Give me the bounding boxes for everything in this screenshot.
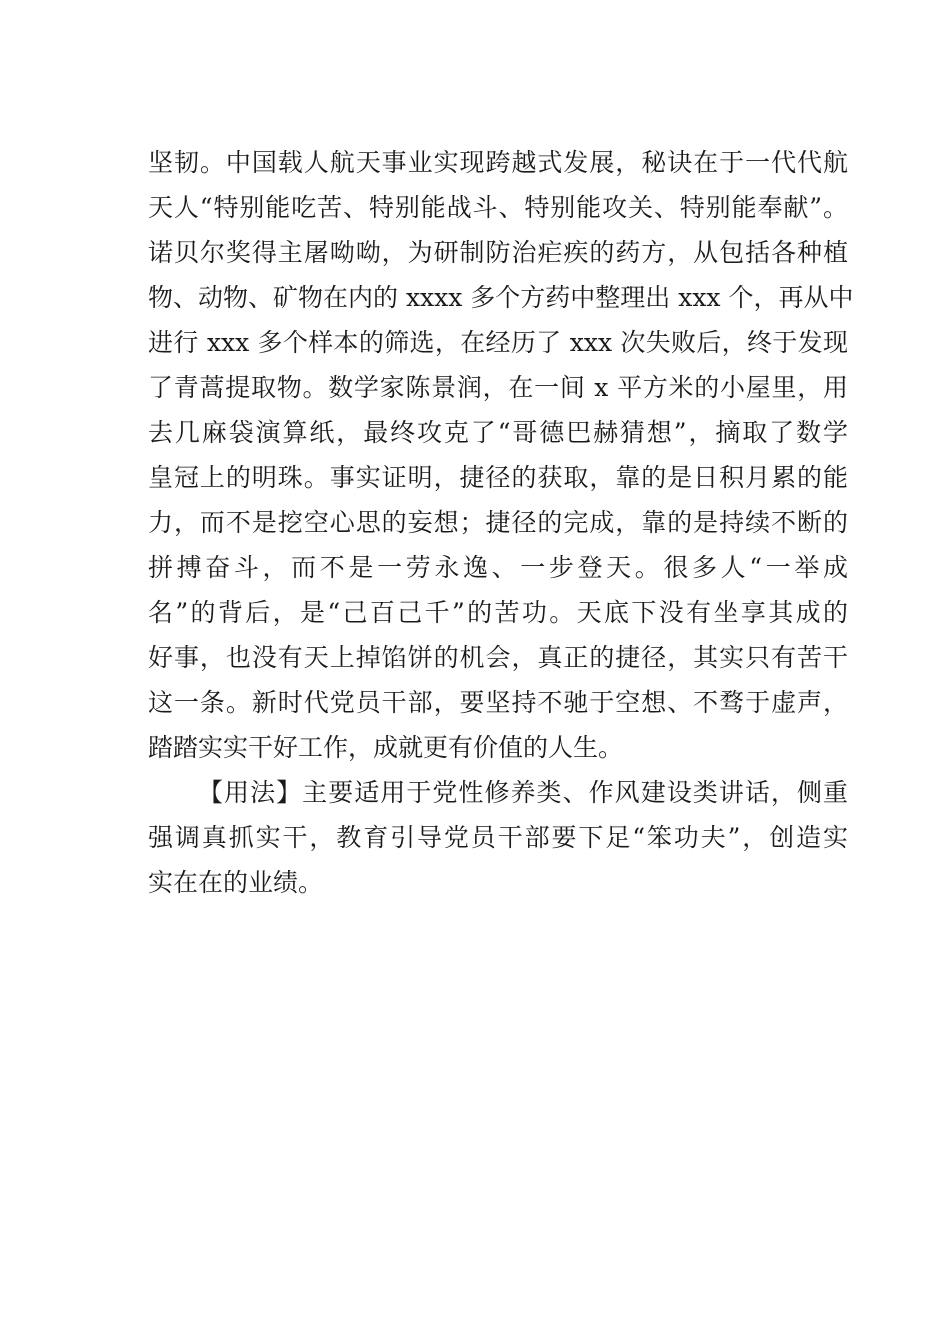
text-line: 坚韧。中国载人航天事业实现跨越式发展，秘诀在于一代代航: [148, 148, 848, 177]
text-line: 了青蒿提取物。数学家陈景润，在一间 x 平方米的小屋里，用: [148, 373, 848, 402]
text-line: 实在在的业绩。: [148, 868, 324, 897]
text-line: 踏踏实实干好工作，成就更有价值的人生。: [148, 733, 624, 762]
text-line: 物、动物、矿物在内的 xxxx 多个方药中整理出 xxx 个，再从中: [148, 283, 854, 312]
text-line: 力，而不是挖空心思的妄想；捷径的完成，靠的是持续不断的: [148, 508, 848, 537]
text-line: 去几麻袋演算纸，最终攻克了“哥德巴赫猜想”，摘取了数学: [148, 418, 848, 447]
text-line: 这一条。新时代党员干部，要坚持不驰于空想、不骛于虚声，: [148, 688, 848, 717]
text-line: 名”的背后，是“己百己千”的苦功。天底下没有坐享其成的: [148, 598, 848, 627]
text-line: 皇冠上的明珠。事实证明，捷径的获取，靠的是日积月累的能: [148, 463, 848, 492]
text-line: 诺贝尔奖得主屠呦呦，为研制防治疟疾的药方，从包括各种植: [148, 238, 848, 267]
text-line: 天人“特别能吃苦、特别能战斗、特别能攻关、特别能奉献”。: [148, 193, 848, 222]
document-body: [148, 140, 854, 905]
text-line: 【用法】主要适用于党性修养类、作风建设类讲话，侧重: [198, 778, 848, 807]
text-line: 进行 xxx 多个样本的筛选，在经历了 xxx 次失败后，终于发现: [148, 328, 848, 357]
text-line: 拼搏奋斗，而不是一劳永逸、一步登天。很多人“一举成: [148, 553, 848, 582]
paragraph-2-usage: [148, 770, 848, 905]
paragraph-1: [148, 140, 854, 770]
text-line: 好事，也没有天上掉馅饼的机会，真正的捷径，其实只有苦干: [148, 643, 848, 672]
text-line: 强调真抓实干，教育引导党员干部要下足“笨功夫”，创造实: [148, 823, 848, 852]
